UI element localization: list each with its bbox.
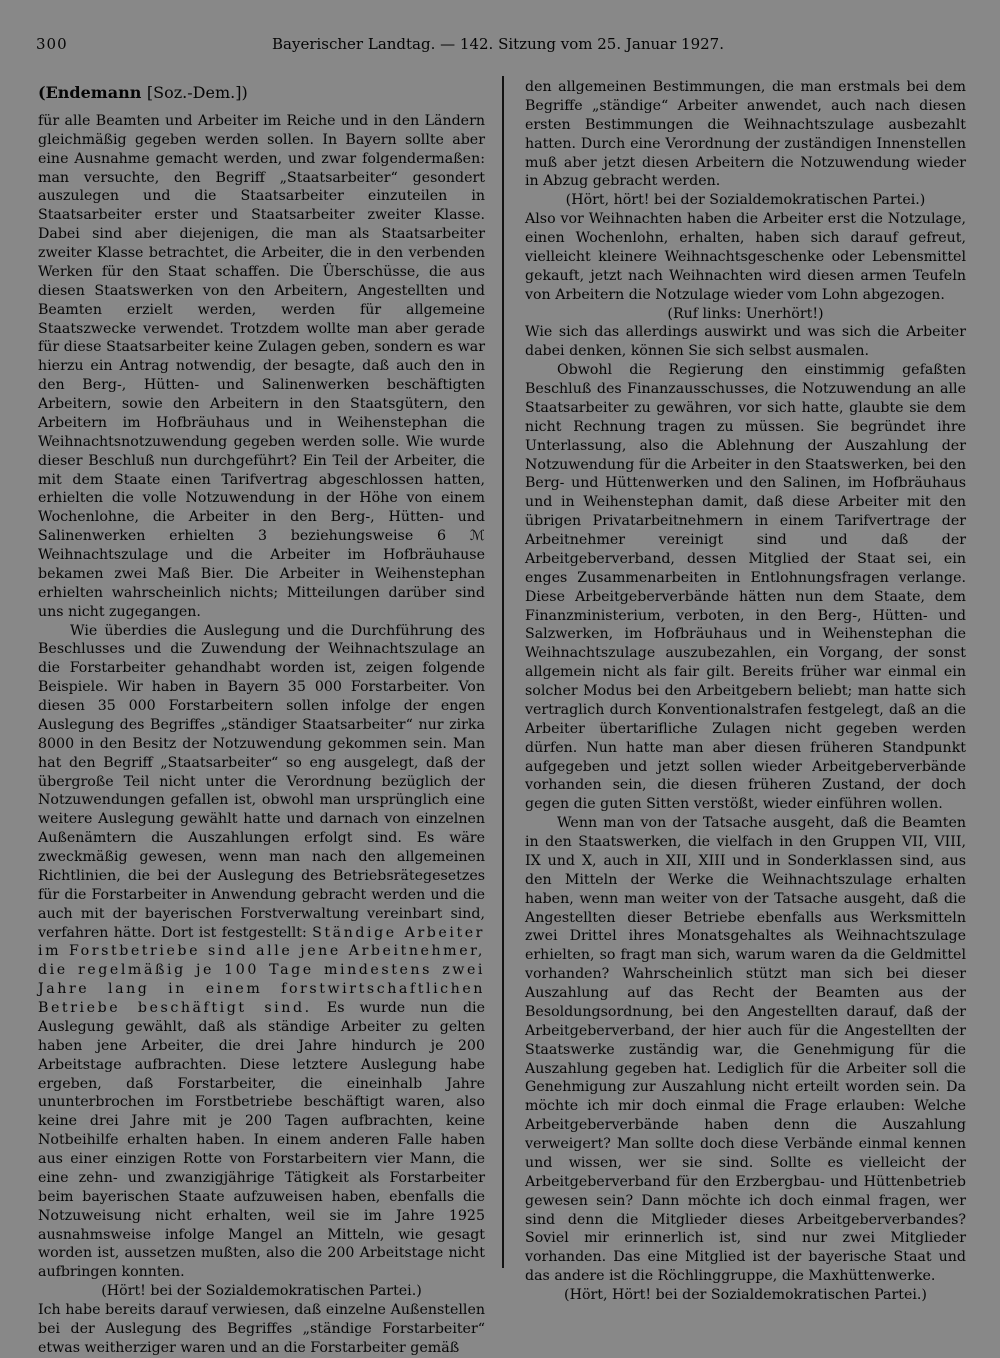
paragraph: den allgemeinen Bestimmungen, die man erstmals bei dem Begriffe „ständige“ Arbeiter anwendet, auch nach diesen ersten Bestimmungen die Weihnachtszulage ausbezahlt hatten. Durch eine Verordnung der zuständigen Innenstellen muß aber jetzt diesen Arbeitern die Notzuwendung wieder in Abzug gebracht werden. [525, 79, 966, 190]
paragraph: für alle Beamten und Arbeiter im Reiche und in den Ländern gleichmäßig gegeben werden sollen. In Bayern sollte aber eine Ausnahme gemacht werden, und zwar folgendermaßen: man versuchte, den Begriff „Staatsarbeiter“ gesondert auszulegen und die Staatsarbeiter einzuteilen in Staatsarbeiter erster und Staatsarbeiter zweiter Klasse. Dabei sind aber diejenigen, die man als Staatsarbeiter zweiter Klasse betrachtet, die Arbeiter, die in den verbenden Werken für den Staat schaffen. Die Überschüsse, die aus diesen Staatswerken von den Arbeitern, Angestellten und Beamten erzielt werden, werden für allgemeine Staatszwecke verwendet. Trotzdem wollte man aber gerade für diese Staatsarbeiter keine Zulagen geben, sondern es war hierzu ein Antrag notwendig, der besagte, daß auch den in den Berg-, Hütten- und Salinenwerken beschäftigten Arbeitern, sowie den Arbeitern in den Staatsgütern, den Arbeitern im Hofbräuhaus und in Weihenstephan die Weihnachtsnotzuwendung gegeben werden solle. Wie wurde dieser Beschluß nun durchgeführt? Ein Teil der Arbeiter, die mit dem Staate einen Tarifvertrag abgeschlossen hatten, erhielten die volle Notzuwendung in der Höhe von einem Wochenlohne, die Arbeiter in den Berg-, Hütten- und Salinenwerken erhielten 3 beziehungsweise 6 ℳ Weihnachtszulage und die Arbeiter im Hofbräuhause bekamen zwei Maß Bier. Die Arbeiter in Weihenstephan erhielten wahrscheinlich nichts; Mitteilungen darüber sind uns nicht zugegangen. [38, 112, 485, 620]
paragraph: Also vor Weihnachten haben die Arbeiter erst die Notzulage, einen Wochenlohn, erhalten, haben sich darauf gefreut, vielleicht kleinere Weihnachtsgeschenke oder Lebensmittel gekauft, jetzt nach Weihnachten wird diesen armen Teufeln von Arbeitern die Notzulage wieder vom Lohn abgezogen. [525, 211, 966, 303]
paragraph-text: Es wurde nun die Auslegung gewählt, daß als ständige Arbeiter zu gelten haben jene Arbeiter, die drei Jahre hindurch je 200 Arbeitstage aufbrachten. Diese letztere Auslegung habe ergeben, daß Forstarbeiter, die eineinhalb Jahre ununterbrochen im Forstbetriebe beschäftigt waren, also keine drei Jahre mit je 200 Tagen aufbrachten, keine Notbeihilfe erhalten haben. In einem anderen Falle haben aus einer einzigen Rotte von Forstarbeitern vier Mann, die eine zehn- und zwanzigjährige Tätigkeit als Forstarbeiter beim bayerischen Staate aufzuweisen haben, ebenfalls die Notzuweisung nicht erhalten, weil sie im Jahre 1925 ausnahmsweise infolge Mangel an Mitteln, wie gesagt worden ist, aussetzen mußten, also die 200 Arbeitstage nicht aufbringen konnten. [38, 1000, 485, 1281]
right-column [525, 78, 966, 1305]
interjection: (Hört, Hört! bei der Sozialdemokratischen Partei.) [564, 1287, 927, 1303]
interjection: (Ruf links: Unerhört!) [667, 305, 824, 322]
page-header [36, 35, 736, 57]
paragraph-text: Wie überdies die Auslegung und die Durchführung des Beschlusses und die Zuwendung der Weihnachtszulage an die Forstarbeiter gehandhabt worden ist, zeigen folgende Beispiele. Wir haben in Bayern 35 000 Forstarbeiter. Von diesen 35 000 Forstarbeitern sollen infolge der engen Auslegung des Begriffes „ständiger Staatsarbeiter“ nur zirka 8000 in den Besitz der Notzuwendung gekommen sein. Man hat den Begriff „Staatsarbeiter“ so eng ausgelegt, daß der übergroße Teil nicht unter die Verordnung bezüglich der Notzuwendungen gefallen ist, obwohl man ursprünglich eine weitere Auslegung gewählt hatte und darnach von einzelnen Außenämtern die Auszahlungen erfolgt sind. Es wäre zweckmäßig gewesen, wenn man nach den allgemeinen Richtlinien, die bei der Auslegung des Betriebsrätegesetzes für die Forstarbeiter in Anwendung gebracht werden und die auch mit der bayerischen Forstverwaltung vereinbart sind, verfahren hätte. Dort ist festgestellt: [38, 622, 485, 941]
paragraph: Wie sich das allerdings auswirkt und was sich die Arbeiter dabei denken, können Sie sich selbst ausmalen. [525, 324, 966, 360]
paragraph-forstarbeiter [38, 622, 485, 1283]
page-number: 300 [36, 35, 68, 53]
paragraph: Ich habe bereits darauf verwiesen, daß einzelne Außenstellen bei der Auslegung des Begriffes „ständige Forstarbeiter“ etwas weitherziger waren und an die Forstarbeiter gemäß [38, 1302, 485, 1356]
speaker-name: (Endemann [38, 83, 142, 102]
spaced-definition: Ständige Arbeiter im Forstbetriebe sind alle jene Arbeitnehmer, die regelmäßig je 100 Tage mindestens zwei Jahre lang in einem forstwirtschaftlichen Betriebe beschäftigt sind. [38, 924, 486, 1016]
running-title: Bayerischer Landtag. — 142. Sitzung vom 25. Januar 1927. [272, 35, 724, 53]
interjection: (Hört, hört! bei der Sozialdemokratischen Partei.) [565, 192, 926, 209]
speaker-party: [Soz.-Dem.]) [146, 83, 248, 102]
speaker-heading [38, 84, 485, 103]
left-column [38, 78, 485, 1358]
paragraph: Wenn man von der Tatsache ausgeht, daß die Beamten in den Staatswerken, die vielfach in den Gruppen VII, VIII, IX und X, auch in XII, XIII und in Sonderklassen sind, aus den Mitteln der Werke die Weihnachtszulage erhalten haben, wenn man weiter von der Tatsache ausgeht, daß die Angestellten dieser Betriebe ebenfalls aus Werksmitteln zwei Drittel ihres Monatsgehaltes als Weihnachtszulage erhielten, so fragt man sich, warum waren da die Geldmittel vorhanden? Wahrscheinlich stützt man sich bei dieser Auszahlung auf das Recht der Beamten aus der Besoldungsordnung, bei den Angestellten darauf, daß der Arbeitgeberverband, der hier auch für die Angestellten der Staatswerke zuständig war, die Genehmigung für die Auszahlung gegeben hat. Lediglich für die Arbeiter soll die Genehmigung zur Auszahlung nicht erteilt worden sein. Da möchte ich mir doch einmal die Frage erlauben: Welche Arbeitgeberverbände haben denn die Auszahlung verweigert? Man sollte doch diese Verbände einmal kennen und wissen, wer sie sind. Sollte es vielleicht der Arbeitgeberverband für den Erzbergbau- und Hüttenbetrieb gewesen sein? Dann möchte ich doch einmal fragen, wer sind denn die Mitglieder dieses Arbeitgeberverbandes? Soviel mir erinnerlich ist, sind nur zwei Mitglieder vorhanden. Das eine Mitglied ist der bayerische Staat und das andere ist die Röchlinggruppe, die Maxhüttenwerke. [525, 815, 966, 1285]
interjection: (Hört! bei der Sozialdemokratischen Partei.) [101, 1283, 422, 1300]
column-divider [502, 76, 504, 1268]
paragraph: Obwohl die Regierung den einstimmig gefaßten Beschluß des Finanzausschusses, die Notzuwendung an alle Staatsarbeiter zu gewähren, vor sich hatte, glaubte sie dem nicht Rechnung tragen zu müssen. Sie begründet ihre Unterlassung, also die Ablehnung der Auszahlung der Notzuwendung für die Arbeiter in den Staatswerken, bei den Berg- und Hüttenwerken und den Salinen, im Hofbräuhaus und in Weihenstephan damit, daß diese Arbeiter mit den übrigen Privatarbeitnehmern in einem Tarifvertrage der Arbeitnehmer vereinigt sind und daß der Arbeitgeberverband, dessen Mitglied der Staat sei, ein enges Zusammenarbeiten in Entlohnungsfragen verlange. Diese Arbeitgeberverbände hätten nun dem Staate, dem Finanzministerium, verboten, in den Berg-, Hütten- und Salzwerken, im Hofbräuhaus und in Weihenstephan die Weihnachtszulage auszubezahlen, ein Vorgang, der sonst allgemein nicht als fair gilt. Bereits früher war einmal ein solcher Modus bei den Arbeitgebern beliebt; man hatte sich vertraglich durch Konventionalstrafen festgelegt, daß an die Arbeiter übertarifliche Zulagen nicht gegeben werden dürfen. Nun hatte man aber diesen früheren Standpunkt aufgegeben und jetzt sollen wieder Arbeitgeberverbände vorhanden sein, die diesen früheren Zustand, der doch gegen die guten Sitten verstößt, wieder einführen wollen. [525, 362, 966, 813]
